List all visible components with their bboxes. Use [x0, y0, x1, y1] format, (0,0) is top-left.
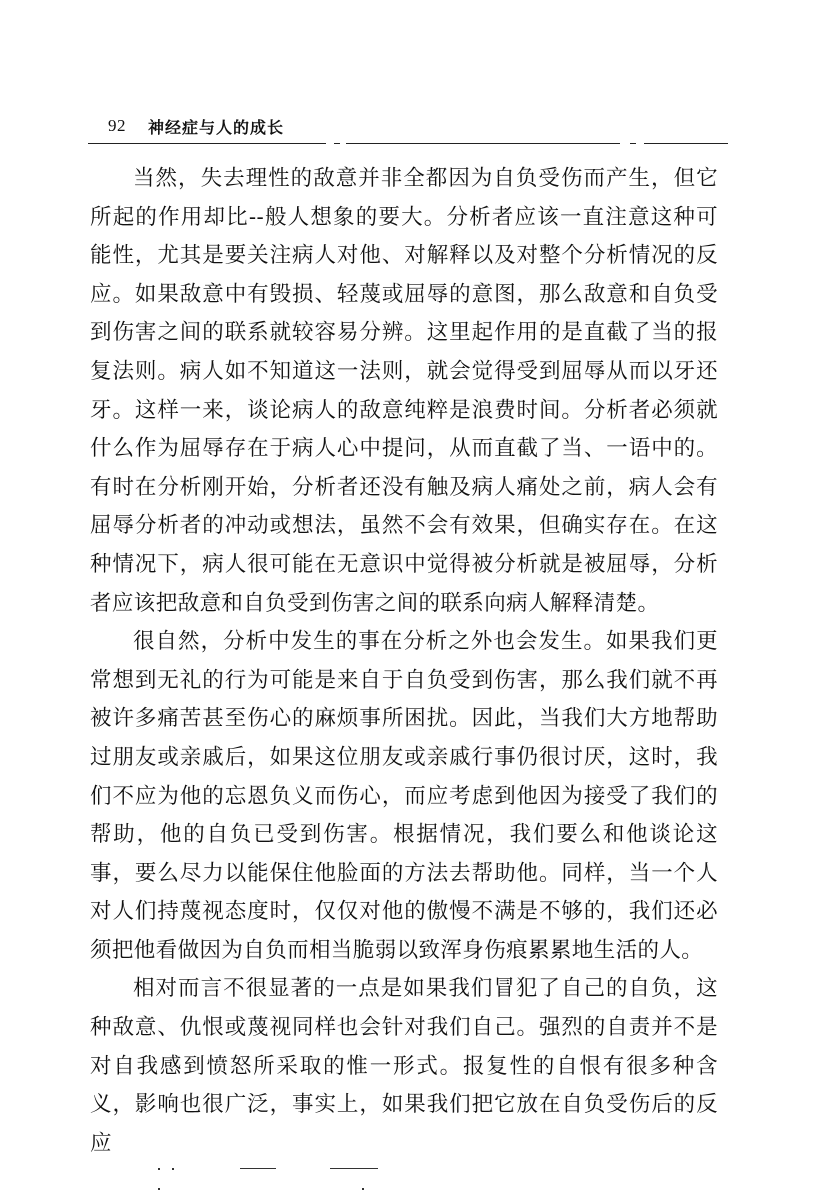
scan-mark	[240, 1168, 276, 1169]
body-text	[90, 160, 718, 1163]
header-rule	[88, 143, 728, 144]
header-rule-break	[636, 141, 644, 146]
scan-dot	[158, 1188, 160, 1190]
scan-artifacts	[150, 1160, 390, 1200]
paragraph: 当然，失去理性的敌意并非全都因为自负受伤而产生，但它所起的作用却比--般人想象的要大。分析者应该一直注意这种可能性，尤其是要关注病人对他、对解释以及对整个分析情况的反应。如果敌意中有毁损、轻蔑或屈辱的意图，那么敌意和自负受到伤害之间的联系就较容易分辨。这里起作用的是直截了当的报复法则。病人如不知道这一法则，就会觉得受到屈辱从而以牙还牙。这样一来，谈论病人的敌意纯粹是浪费时间。分析者必须就什么作为屈辱存在于病人心中提问，从而直截了当、一语中的。有时在分析刚开始，分析者还没有触及病人痛处之前，病人会有屈辱分析者的冲动或想法，虽然不会有效果，但确实存在。在这种情况下，病人很可能在无意识中觉得被分析就是被屈辱，分析者应该把敌意和自负受到伤害之间的联系向病人解释清楚。	[90, 166, 718, 616]
page-number: 92	[108, 116, 126, 135]
running-header	[88, 112, 738, 142]
paragraph: 很自然，分析中发生的事在分析之外也会发生。如果我们更常想到无礼的行为可能是来自于自负受到伤害，那么我们就不再被许多痛苦甚至伤心的麻烦事所困扰。因此，当我们大方地帮助过朋友或亲戚后，如果这位朋友或亲戚行事仍很讨厌，这时，我们不应为他的忘恩负义而伤心，而应考虑到他因为接受了我们的帮助，他的自负已受到伤害。根据情况，我们要么和他谈论这事，要么尽力以能保住他脸面的方法去帮助他。同样，当一个人对人们持蔑视态度时，仅仅对他的傲慢不满是不够的，我们还必须把他看做因为自负而相当脆弱以致浑身伤痕累累地生活的人。	[90, 629, 718, 963]
header-rule-break	[340, 141, 346, 146]
scan-mark	[330, 1168, 378, 1169]
header-rule-break	[620, 141, 630, 146]
book-title: 神经症与人的成长	[148, 118, 285, 137]
paragraph: 相对而言不很显著的一点是如果我们冒犯了自己的自负，这种敌意、仇恨或蔑视同样也会针对我们自己。强烈的自责并不是对自我感到愤怒所采取的惟一形式。报复性的自恨有很多种含义，影响也很广泛，事实上，如果我们把它放在自负受伤后的反应	[90, 976, 718, 1156]
header-rule-break	[326, 141, 334, 146]
scan-dot	[172, 1168, 174, 1170]
scan-dot	[158, 1168, 160, 1170]
scan-dot	[362, 1188, 364, 1190]
